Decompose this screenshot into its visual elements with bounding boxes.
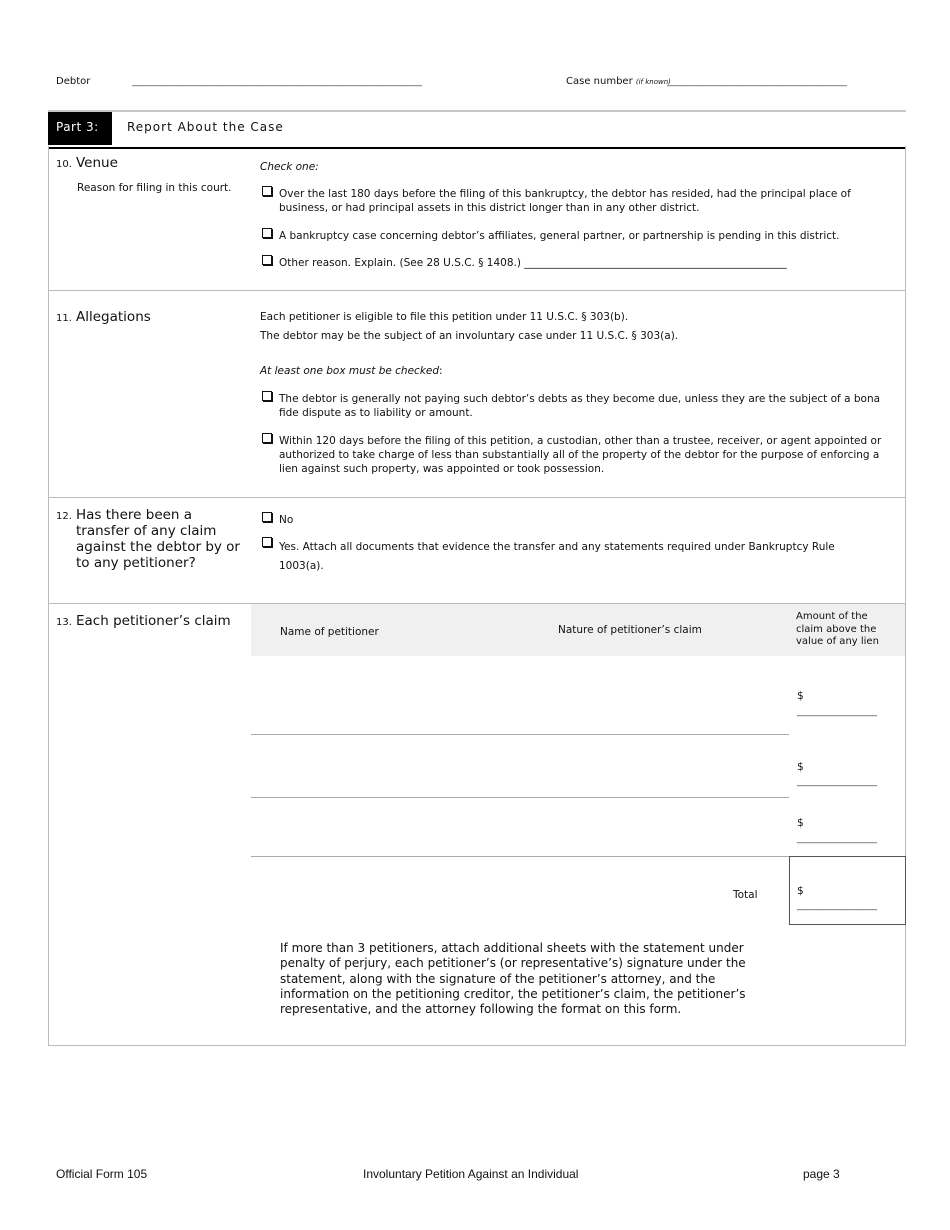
- option-label: No: [279, 514, 294, 526]
- question-number: 11.: [56, 313, 72, 324]
- part-title: Report About the Case: [127, 120, 284, 134]
- amount-field[interactable]: ________________: [797, 776, 877, 787]
- instruction-check-one: Check one:: [260, 161, 319, 173]
- footer-form-number: Official Form 105: [56, 1167, 148, 1181]
- column-header-name: Name of petitioner: [280, 626, 379, 638]
- row-dollar-sign: $: [797, 817, 804, 829]
- instruction-colon: :: [439, 365, 443, 377]
- row-divider: [251, 797, 789, 798]
- allegation-statement: The debtor may be the subject of an involuntary case under 11 U.S.C. § 303(a).: [260, 330, 679, 342]
- part-tag: Part 3:: [48, 112, 112, 145]
- case-number-field[interactable]: ____________________________________: [667, 76, 847, 87]
- question-title-transfer: Has there been a transfer of any claim against the debtor by or to any petitioner?: [76, 507, 240, 571]
- question-title-claims: Each petitioner’s claim: [76, 613, 231, 629]
- question-number: 12.: [56, 511, 72, 522]
- allegation-statement: Each petitioner is eligible to file this petition under 11 U.S.C. § 303(b).: [260, 311, 629, 323]
- checkbox-transfer-yes[interactable]: [262, 537, 272, 547]
- footer-page-number: page 3: [803, 1167, 840, 1181]
- footer-form-title: Involuntary Petition Against an Individual: [363, 1167, 579, 1181]
- row-divider: [251, 734, 789, 735]
- option-label-other-explain[interactable]: Other reason. Explain. (See 28 U.S.C. § 1408.) __________________________________________________: [279, 257, 787, 269]
- column-header-amount: Amount of the claim above the value of any lien: [796, 611, 879, 647]
- case-number-label: [566, 76, 671, 87]
- question-number: 10.: [56, 159, 72, 170]
- total-label: Total: [733, 889, 758, 901]
- option-label-text: Yes. Attach all documents that evidence the transfer and any statements required under Bankruptcy Rule 1003(a).: [279, 541, 835, 572]
- option-label: A bankruptcy case concerning debtor’s affiliates, general partner, or partnership is pending in this district.: [279, 230, 840, 242]
- debtor-name-field[interactable]: __________________________________________________________: [132, 76, 422, 87]
- checkbox-not-paying-debts[interactable]: [262, 391, 272, 401]
- column-header-nature: Nature of petitioner’s claim: [558, 624, 702, 636]
- option-label: Over the last 180 days before the filing of this bankruptcy, the debtor has resided, had the principal place of business, or had principal assets in this district longer than in any other district.: [279, 188, 851, 214]
- option-label: [279, 538, 879, 576]
- additional-petitioners-note: If more than 3 petitioners, attach additional sheets with the statement under penalty of perjury, each petitioner’s (or representative’s) signature under the statement, along with the signature of the petitioner’s attorney, and the information on the petitioning creditor, the petitioner’s claim, the petitioner’s representative, and the attorney following the format on this form.: [280, 941, 746, 1017]
- total-dollar-sign: $: [797, 885, 804, 897]
- case-number-note: (if known): [635, 78, 671, 86]
- total-box: [789, 856, 906, 925]
- question-title-venue: Venue: [76, 155, 118, 171]
- amount-field[interactable]: ________________: [797, 833, 877, 844]
- instruction-text: At least one box must be checked: [260, 365, 440, 377]
- debtor-label: Debtor: [56, 76, 91, 87]
- row-dollar-sign: $: [797, 690, 804, 702]
- case-number-label-text: Case number: [566, 76, 633, 87]
- question-number: 13.: [56, 617, 72, 628]
- option-label: Within 120 days before the filing of this petition, a custodian, other than a trustee, receiver, or agent appointed or authorized to take charge of less than substantially all of the property of the debtor for the purpose of enforcing a lien against such property, was appointed or took possession.: [279, 435, 882, 475]
- checkbox-venue-other[interactable]: [262, 255, 272, 265]
- petitioner-row-3-entry[interactable]: [252, 800, 787, 854]
- question-subtitle: Reason for filing in this court.: [77, 182, 232, 194]
- divider: [48, 497, 906, 498]
- total-amount-field[interactable]: ________________: [797, 900, 877, 911]
- instruction-at-least-one: [260, 364, 443, 378]
- checkbox-venue-180-days[interactable]: [262, 186, 272, 196]
- divider: [48, 290, 906, 291]
- petitioner-row-2-entry[interactable]: [252, 738, 787, 796]
- question-title-allegations: Allegations: [76, 309, 151, 325]
- checkbox-custodian-appointed[interactable]: [262, 433, 272, 443]
- checkbox-transfer-no[interactable]: [262, 512, 272, 522]
- form-body-border: [48, 146, 906, 1046]
- form-bottom-border: [48, 1045, 906, 1046]
- row-divider: [251, 856, 789, 857]
- petitioner-row-1-entry[interactable]: [252, 660, 787, 734]
- row-dollar-sign: $: [797, 761, 804, 773]
- amount-field[interactable]: ________________: [797, 706, 877, 717]
- checkbox-venue-affiliate-case[interactable]: [262, 228, 272, 238]
- option-label: The debtor is generally not paying such debtor’s debts as they become due, unless they are the subject of a bona fide dispute as to liability or amount.: [279, 393, 881, 419]
